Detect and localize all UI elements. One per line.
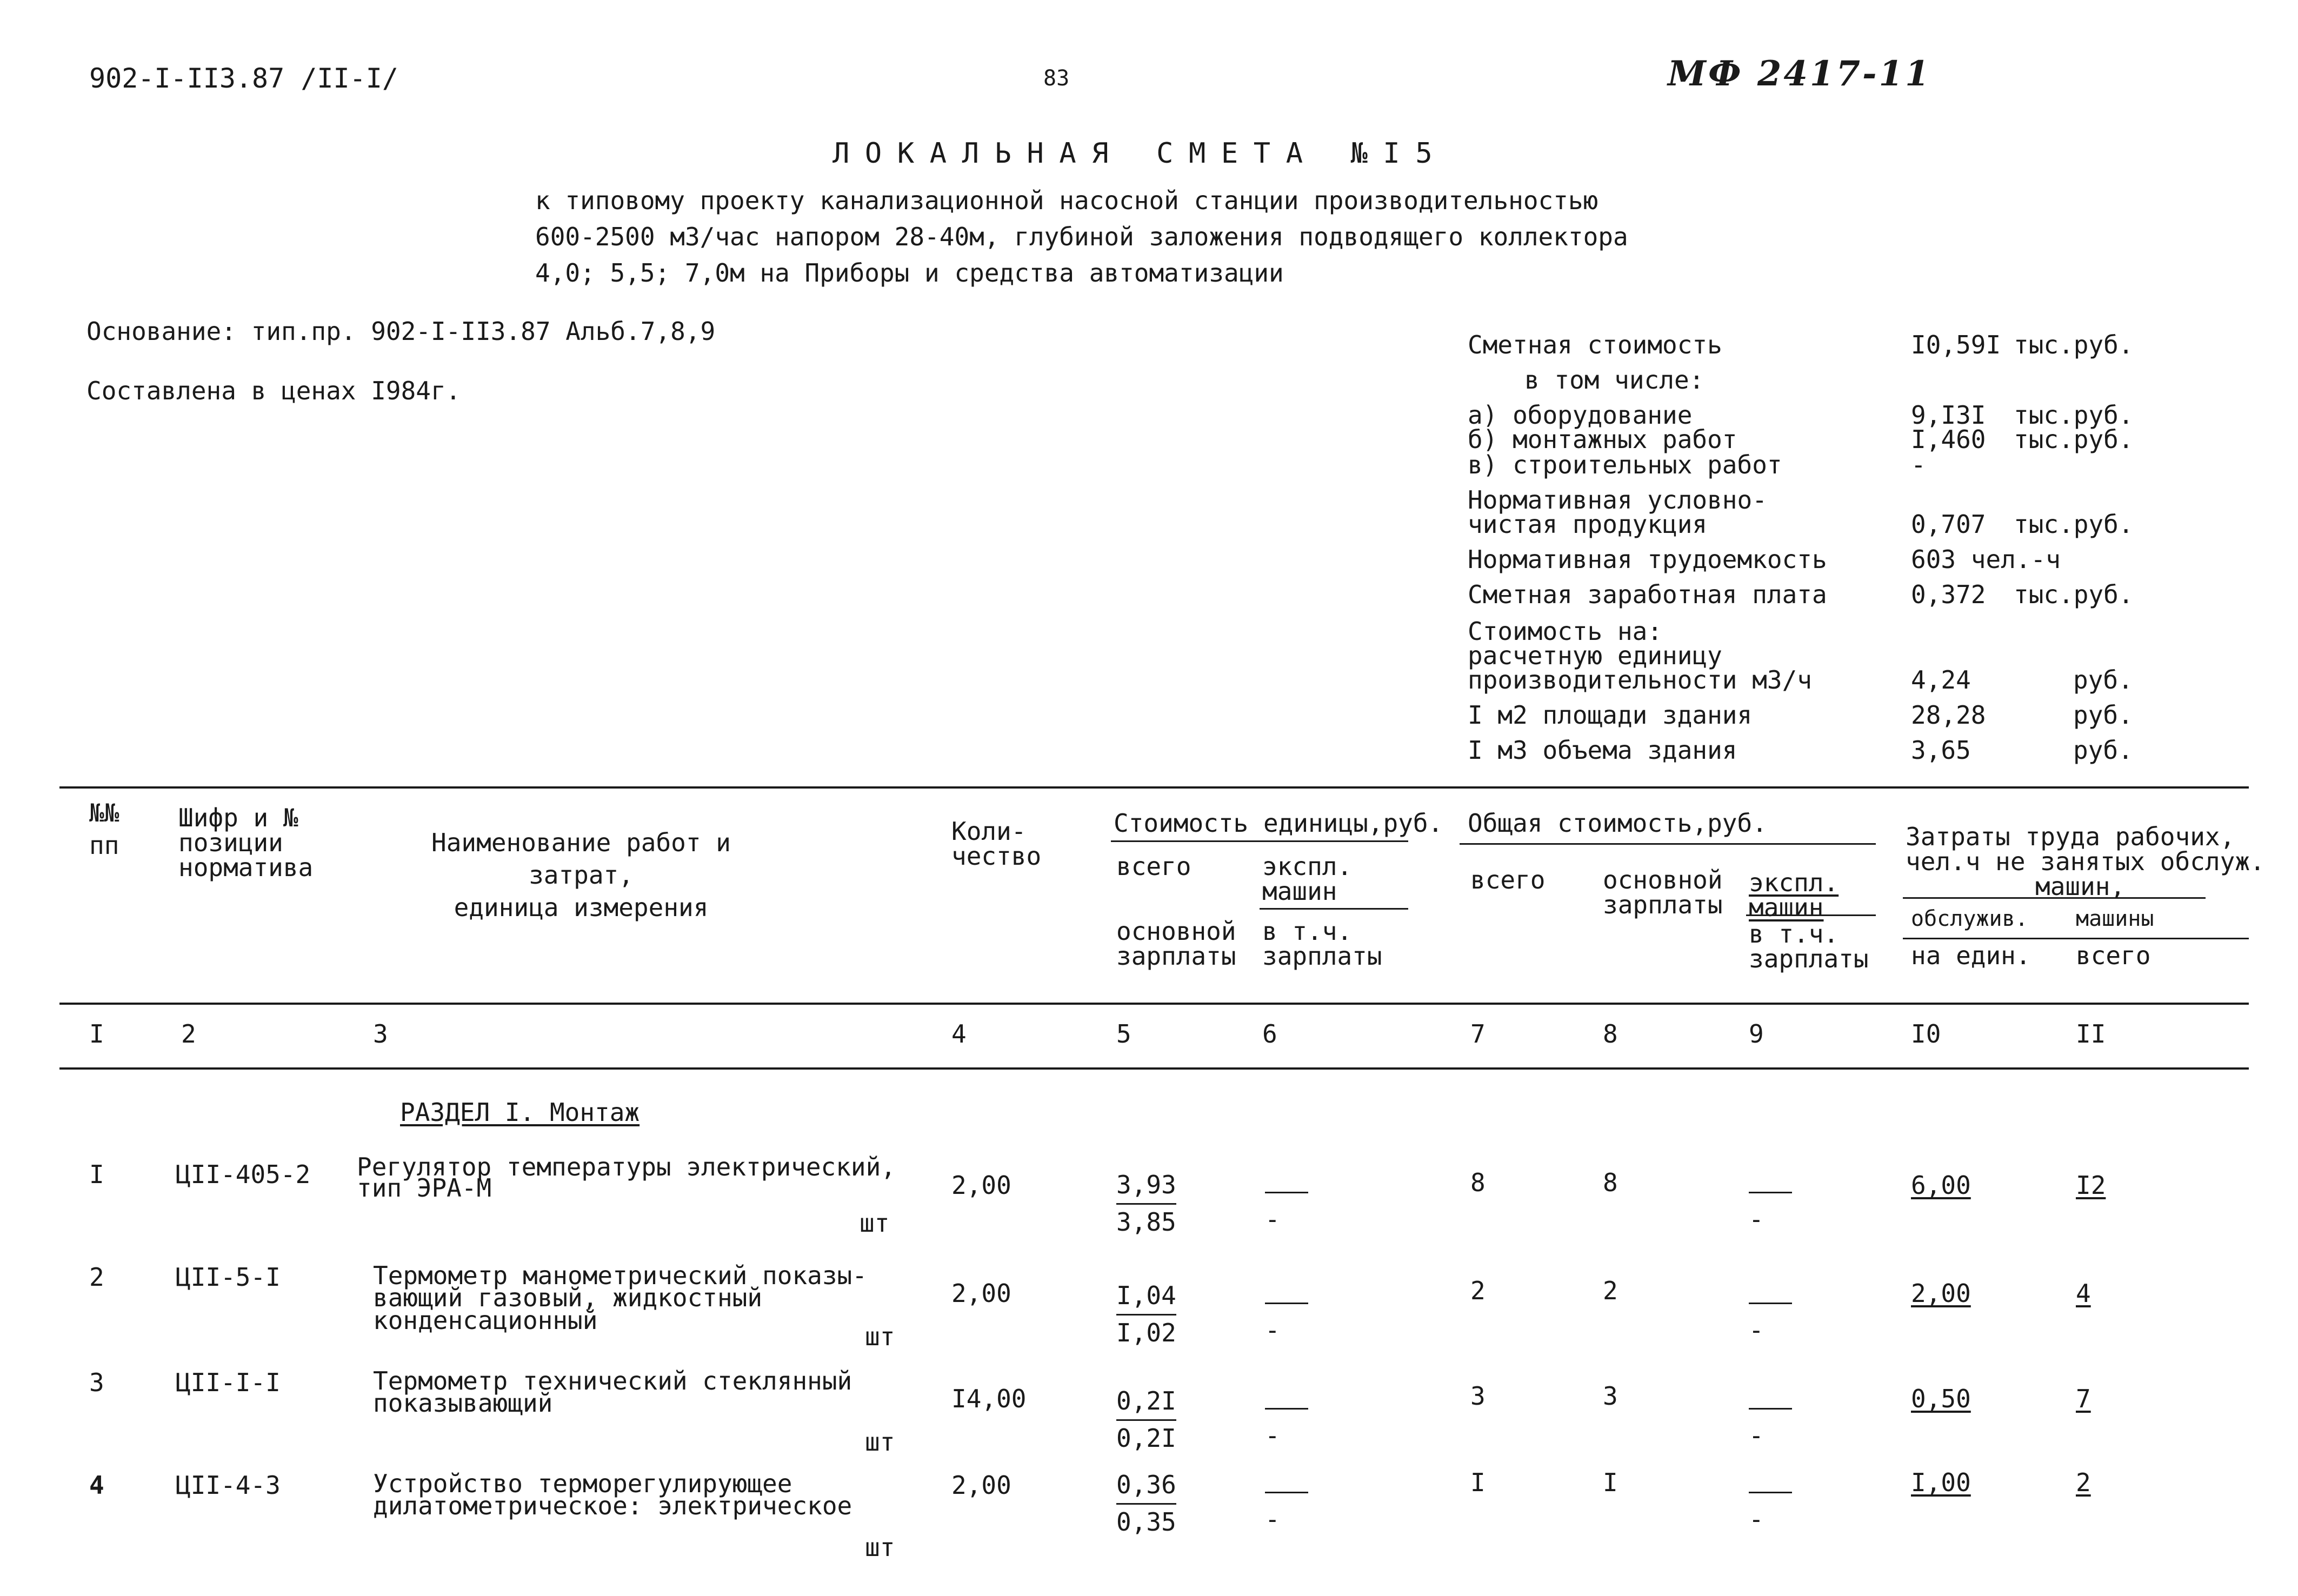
row-code: ЦII-405-2	[176, 1160, 311, 1189]
group-rule-unit-cost	[1111, 840, 1408, 842]
col-header-total-mach: экспл. машин	[1749, 868, 1839, 922]
summary-unit: руб.	[2073, 700, 2133, 730]
row-labor-total: 4	[2076, 1279, 2091, 1308]
col-number: 6	[1262, 1019, 1277, 1049]
col-number: 7	[1470, 1019, 1486, 1049]
col-header-total-mach-wage: в т.ч. зарплаты	[1749, 919, 1869, 973]
col-header-labor-serv: обслужив.	[1911, 906, 2028, 931]
summary-label: расчетную единицу	[1468, 641, 1722, 670]
row-name: Устройство терморегулирующее дилатометрическое: электрическое	[373, 1469, 852, 1521]
summary-label: Сметная заработная плата	[1468, 580, 1827, 609]
row-qty: I4,00	[951, 1384, 1027, 1413]
row-code: ЦII-5-I	[176, 1263, 281, 1292]
row-unit: шт	[865, 1427, 895, 1457]
row-number: 3	[89, 1368, 104, 1397]
summary-value: I,460	[1911, 425, 1986, 454]
group-rule-total-cost	[1460, 843, 1876, 845]
row-qty: 2,00	[951, 1471, 1011, 1500]
col-group-unit-cost: Стоимость единицы,руб.	[1114, 809, 1443, 838]
row-unit-cost: $\frac{3,93}{3,85}$	[1116, 1167, 1176, 1240]
col-group-labor: Затраты труда рабочих, чел.ч не занятых обслуж. машин,	[1906, 822, 2265, 901]
col-header-unit-mach: экспл. машин	[1262, 852, 1353, 906]
summary-label: чистая продукция	[1468, 510, 1708, 539]
col-header-unit-wage: основной зарплаты	[1116, 917, 1236, 971]
document-code: 902-I-II3.87 /II-I/	[89, 63, 398, 94]
col-header-total-wage: основной зарплаты	[1603, 865, 1723, 919]
row-total-wage: 3	[1603, 1381, 1618, 1411]
row-unit-cost: $\frac{0,36}{0,35}$	[1116, 1467, 1176, 1540]
col-number: I	[89, 1019, 104, 1049]
summary-label: в) строительных работ	[1468, 450, 1782, 479]
rule-mach	[1260, 908, 1408, 910]
row-unit-mach: -	[1265, 1467, 1308, 1537]
col-header-num: №№ пп	[89, 798, 119, 860]
row-labor-unit: 2,00	[1911, 1279, 1971, 1308]
row-code: ЦII-4-3	[176, 1471, 281, 1500]
row-labor-unit: I,00	[1911, 1468, 1971, 1497]
row-unit-mach: -	[1265, 1167, 1308, 1237]
row-unit: шт	[865, 1322, 895, 1351]
column-numbers-rule	[59, 1067, 2249, 1070]
summary-label: Сметная стоимость	[1468, 330, 1722, 359]
summary-value: 603 чел.-ч	[1911, 545, 2061, 574]
row-labor-total: 7	[2076, 1384, 2091, 1413]
summary-label: Нормативная условно-	[1468, 485, 1767, 515]
summary-unit: тыс.руб.	[2014, 330, 2134, 359]
row-total: 3	[1470, 1381, 1486, 1411]
row-name: Регулятор температуры электрический, тип ЭРА-М	[357, 1152, 896, 1203]
prices-line: Составлена в ценах I984г.	[86, 376, 461, 405]
row-total: 2	[1470, 1276, 1486, 1305]
row-code: ЦII-I-I	[176, 1368, 281, 1397]
archive-stamp: МФ 2417-11	[1668, 54, 1931, 94]
row-unit: шт	[860, 1208, 890, 1238]
row-total: 8	[1470, 1168, 1486, 1197]
summary-value: -	[1911, 450, 1926, 479]
summary-label: производительности м3/ч	[1468, 665, 1812, 695]
summary-value: I0,59I	[1911, 330, 2001, 359]
summary-value: 0,372	[1911, 580, 1986, 609]
summary-value: 28,28	[1911, 700, 1986, 730]
col-header-name: Наименование работ и затрат, единица измерения	[431, 828, 731, 922]
col-header-total: всего	[1470, 865, 1546, 894]
summary-unit: тыс.руб.	[2014, 580, 2134, 609]
summary-value: 3,65	[1911, 736, 1971, 765]
col-number: II	[2076, 1019, 2106, 1049]
row-unit-cost: $\frac{I,04}{I,02}$	[1116, 1278, 1176, 1351]
table-top-rule	[59, 786, 2249, 789]
col-group-total-cost: Общая стоимость,руб.	[1468, 809, 1767, 838]
row-unit-mach: -	[1265, 1278, 1308, 1348]
col-header-labor-mach: машины	[2076, 906, 2154, 931]
col-number: 8	[1603, 1019, 1618, 1049]
col-header-labor-total: всего	[2076, 941, 2151, 970]
row-total-mach: -	[1749, 1384, 1792, 1453]
row-total-wage: I	[1603, 1468, 1618, 1497]
row-total-wage: 8	[1603, 1168, 1618, 1197]
col-number: 2	[181, 1019, 196, 1049]
summary-value: 9,I3I	[1911, 400, 1986, 430]
col-number: 3	[373, 1019, 388, 1049]
col-header-unit-total: всего	[1116, 852, 1191, 881]
section-title: РАЗДЕЛ I. Монтаж	[400, 1098, 640, 1127]
row-total-mach: -	[1749, 1167, 1792, 1237]
col-header-unit-mach-wage: в т.ч. зарплаты	[1262, 917, 1382, 971]
row-unit: шт	[865, 1533, 895, 1562]
row-labor-unit: 0,50	[1911, 1384, 1971, 1413]
row-name: Термометр манометрический показы- вающий газовый, жидкостный конденсационный	[373, 1261, 867, 1335]
summary-label: б) монтажных работ	[1468, 425, 1737, 454]
page-number: 83	[1043, 66, 1070, 91]
subtitle-line-3: 4,0; 5,5; 7,0м на Приборы и средства автоматизации	[535, 258, 1284, 288]
document-title: ЛОКАЛЬНАЯ СМЕТА №I5	[832, 137, 1448, 170]
row-qty: 2,00	[951, 1171, 1011, 1200]
row-total-mach: -	[1749, 1467, 1792, 1537]
row-labor-total: I2	[2076, 1171, 2106, 1200]
col-header-labor-unit: на един.	[1911, 941, 2031, 970]
row-total-mach: -	[1749, 1278, 1792, 1348]
col-header-qty: Коли- чество	[951, 817, 1042, 871]
summary-label: а) оборудование	[1468, 400, 1693, 430]
basis-line: Основание: тип.пр. 902-I-II3.87 Альб.7,8,9	[86, 317, 716, 346]
row-total: I	[1470, 1468, 1486, 1497]
row-unit-cost: $\frac{0,2I}{0,2I}$	[1116, 1384, 1176, 1456]
subtitle-line-2: 600-2500 м3/час напором 28-40м, глубиной заложения подводящего коллектора	[535, 222, 1628, 251]
summary-value: 4,24	[1911, 665, 1971, 695]
row-qty: 2,00	[951, 1279, 1011, 1308]
col-number: 5	[1116, 1019, 1131, 1049]
subtitle-line-1: к типовому проекту канализационной насосной станции производительностью	[535, 186, 1598, 215]
col-number: 9	[1749, 1019, 1764, 1049]
col-number: I0	[1911, 1019, 1941, 1049]
summary-label: в том числе:	[1524, 365, 1704, 395]
summary-unit: тыс.руб.	[2014, 510, 2134, 539]
summary-label: Стоимость на:	[1468, 617, 1663, 646]
summary-label: I м2 площади здания	[1468, 700, 1753, 730]
rule-labor-sub	[1903, 938, 2249, 939]
row-name: Термометр технический стеклянный показывающий	[373, 1366, 852, 1418]
row-labor-unit: 6,00	[1911, 1171, 1971, 1200]
row-total-wage: 2	[1603, 1276, 1618, 1305]
summary-label: Нормативная трудоемкость	[1468, 545, 1827, 574]
summary-unit: тыс.руб.	[2014, 425, 2134, 454]
summary-label: I м3 объема здания	[1468, 736, 1737, 765]
row-number: 2	[89, 1263, 104, 1292]
row-number: 4	[89, 1471, 104, 1500]
header-bottom-rule	[59, 1003, 2249, 1005]
row-labor-total: 2	[2076, 1468, 2091, 1497]
summary-unit: тыс.руб.	[2014, 400, 2134, 430]
summary-unit: руб.	[2073, 736, 2133, 765]
summary-value: 0,707	[1911, 510, 1986, 539]
col-header-code: Шифр и № позиции норматива	[178, 803, 314, 882]
row-number: I	[89, 1160, 104, 1189]
col-number: 4	[951, 1019, 967, 1049]
summary-unit: руб.	[2073, 665, 2133, 695]
row-unit-mach: -	[1265, 1384, 1308, 1453]
